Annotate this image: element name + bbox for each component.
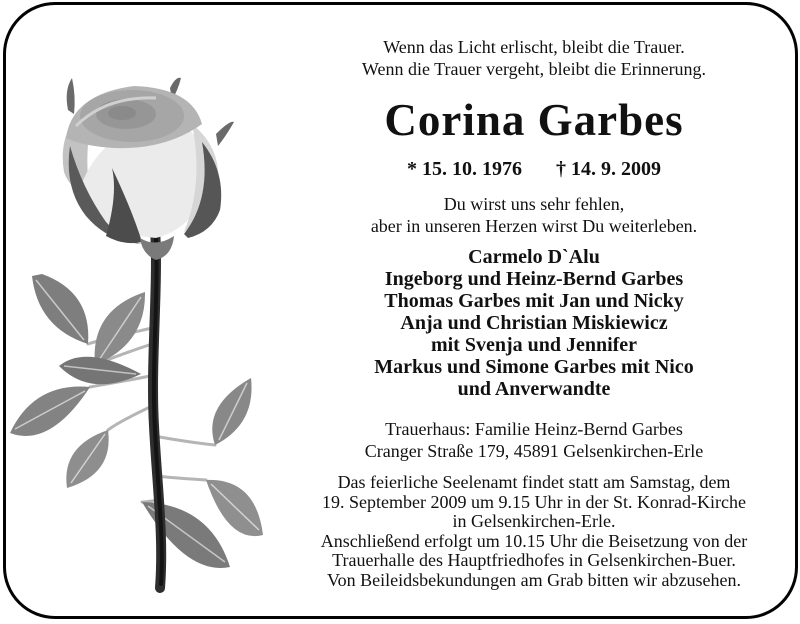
ceremony-line: Von Beileidsbekundungen am Grab bitten wir abzusehen. — [326, 569, 742, 590]
birth-date-value: 15. 10. 1976 — [422, 158, 522, 180]
ceremony-line: in Gelsenkirchen-Erle. — [452, 511, 616, 531]
death-date-value: 14. 9. 2009 — [571, 158, 661, 180]
epigraph-line: Wenn die Trauer vergeht, bleibt die Erinnerung. — [361, 59, 707, 79]
mourner-line: Thomas Garbes mit Jan und Nicky — [384, 290, 684, 312]
obituary-content — [290, 36, 778, 590]
epigraph-line: Wenn das Licht erlischt, bleibt die Trauer. — [383, 37, 685, 57]
mourner-line: mit Svenja und Jennifer — [430, 334, 638, 356]
farewell-line: Du wirst uns sehr fehlen, — [443, 194, 625, 214]
deceased-name: Corina Garbes — [384, 95, 684, 145]
rose-bloom — [63, 78, 234, 260]
ceremony-line: Trauerhalle des Hauptfriedhofes in Gelsenkirchen-Buer. — [332, 550, 736, 570]
ceremony-details — [290, 473, 778, 590]
rose-stem — [153, 216, 162, 588]
address-line: Trauerhaus: Familie Heinz-Bernd Garbes — [385, 419, 683, 439]
mourning-house-address — [290, 418, 778, 462]
ceremony-line: Anschließend erfolgt um 10.15 Uhr die Beisetzung von der — [320, 530, 748, 551]
mourner-line: Carmelo D`Alu — [468, 246, 600, 268]
death-date — [556, 158, 661, 181]
death-cross-symbol: † — [556, 158, 566, 180]
mourner-line: Markus und Simone Garbes mit Nico — [374, 356, 694, 378]
birth-star-symbol: * — [407, 158, 417, 180]
mourner-line: und Anverwandte — [457, 378, 611, 400]
farewell-line: aber in unseren Herzen wirst Du weiterleben. — [370, 216, 698, 236]
epigraph — [290, 36, 778, 80]
rose-graphic — [6, 76, 278, 596]
address-line: Cranger Straße 179, 45891 Gelsenkirchen-Erle — [364, 441, 704, 461]
ceremony-line: 19. September 2009 um 9.15 Uhr in der St. Konrad-Kirche — [322, 491, 746, 512]
mourner-line: Ingeborg und Heinz-Bernd Garbes — [384, 268, 684, 290]
mourner-line: Anja und Christian Miskiewicz — [400, 312, 668, 334]
life-dates — [290, 158, 778, 181]
birth-date — [407, 158, 522, 181]
farewell-verse — [290, 193, 778, 237]
rose-photo — [6, 76, 278, 596]
ceremony-line: Das feierliche Seelenamt findet statt am Samstag, dem — [337, 472, 731, 492]
rose-leaves — [10, 274, 263, 568]
mourners-list — [290, 246, 778, 400]
